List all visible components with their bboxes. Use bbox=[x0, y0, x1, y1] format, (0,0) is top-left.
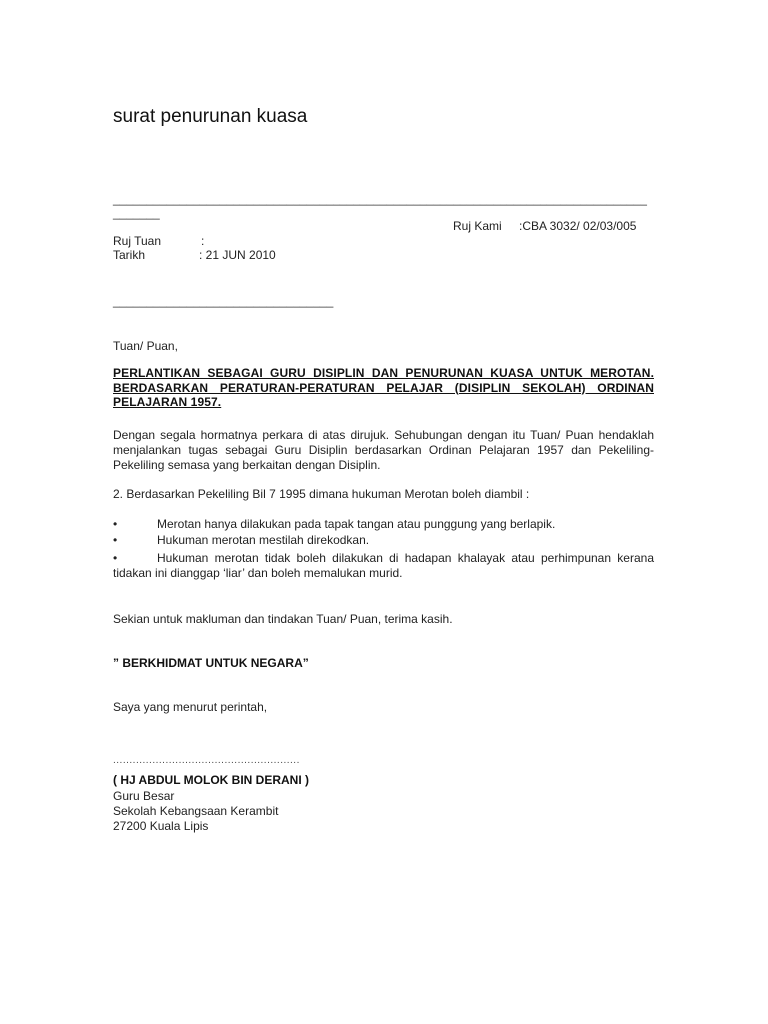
list-item bbox=[113, 517, 654, 532]
list-item bbox=[113, 551, 654, 581]
bullet-icon: • bbox=[113, 551, 118, 565]
recipient-rule-line: _________________________________ bbox=[113, 294, 334, 308]
signatory-school: Sekolah Kebangsaan Kerambit bbox=[113, 804, 279, 818]
list-item-text: Merotan hanya dilakukan pada tapak tangan atau punggung yang berlapik. bbox=[157, 517, 556, 531]
closing-paragraph: Sekian untuk makluman dan tindakan Tuan/ Puan, terima kasih. bbox=[113, 612, 453, 626]
sign-off: Saya yang menurut perintah, bbox=[113, 700, 268, 714]
header-rule-line: ________________________________________________________________________________ bbox=[113, 192, 647, 206]
tarikh-value: : 21 JUN 2010 bbox=[199, 248, 276, 262]
paragraph-2: 2. Berdasarkan Pekeliling Bil 7 1995 dimana hukuman Merotan boleh diambil : bbox=[113, 487, 530, 501]
header-rule-line-continuation: _______ bbox=[113, 206, 160, 220]
signatory-name: ( HJ ABDUL MOLOK BIN DERANI ) bbox=[113, 773, 309, 787]
signatory-address: 27200 Kuala Lipis bbox=[113, 819, 209, 833]
list-item bbox=[113, 533, 654, 548]
signatory-position: Guru Besar bbox=[113, 789, 175, 803]
list-item-text: Hukuman merotan mestilah direkodkan. bbox=[157, 533, 370, 547]
paragraph-1: Dengan segala hormatnya perkara di atas dirujuk. Sehubungan dengan itu Tuan/ Puan hendaklah menjalankan tugas sebagai Guru Disiplin berdasarkan Ordinan Pelajaran 1957 dan Pekeliling-Pekeliling semasa yang berkaitan dengan Disiplin. bbox=[113, 428, 654, 472]
motto: ” BERKHIDMAT UNTUK NEGARA” bbox=[113, 656, 309, 670]
ruj-tuan-label: Ruj Tuan bbox=[113, 234, 162, 248]
ruj-kami-value: :CBA 3032/ 02/03/005 bbox=[519, 219, 637, 233]
document-title: surat penurunan kuasa bbox=[113, 106, 308, 127]
ruj-tuan-value: : bbox=[201, 234, 205, 248]
signature-line: ......................................................... bbox=[113, 755, 300, 766]
bullet-icon: • bbox=[113, 533, 118, 547]
bullet-icon: • bbox=[113, 517, 118, 531]
subject-heading: PERLANTIKAN SEBAGAI GURU DISIPLIN DAN PENURUNAN KUASA UNTUK MEROTAN. BERDASARKAN PERATURAN-PERATURAN PELAJAR (DISIPLIN SEKOLAH) ORDINAN PELAJARAN 1957. bbox=[113, 366, 654, 409]
list-item-text: Hukuman merotan tidak boleh dilakukan di hadapan khalayak atau perhimpunan kerana tidakan ini dianggap ‘liar’ dan boleh memalukan murid. bbox=[113, 551, 654, 580]
salutation: Tuan/ Puan, bbox=[113, 339, 178, 353]
ruj-kami-label: Ruj Kami bbox=[453, 219, 502, 233]
tarikh-label: Tarikh bbox=[113, 248, 146, 262]
